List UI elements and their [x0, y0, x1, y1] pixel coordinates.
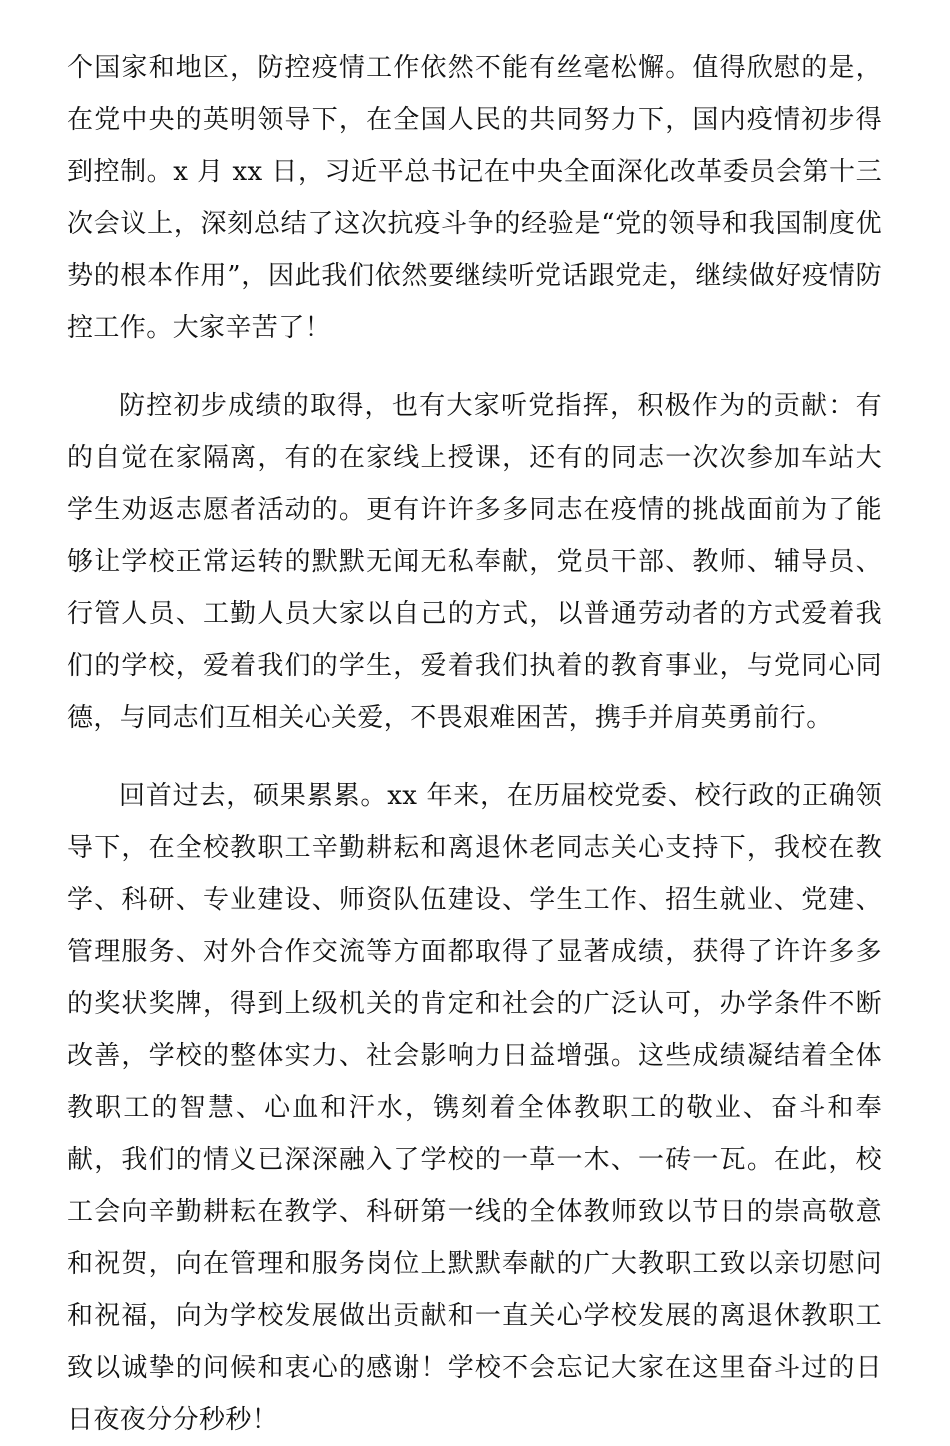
paragraph-looking-back: 回首过去，硕果累累。xx 年来，在历届校党委、校行政的正确领导下，在全校教职工辛勤耕耘和离退休老同志关心支持下，我校在教学、科研、专业建设、师资队伍建设、学生工作、招生就业、党建、管理服务、对外合作交流等方面都取得了显著成绩，获得了许许多多的奖状奖牌，得到上级机关的肯定和社会的广泛认可，办学条件不断改善，学校的整体实力、社会影响力日益增强。这些成绩凝结着全体教职工的智慧、心血和汗水，镌刻着全体教职工的敬业、奋斗和奉献，我们的情义已深深融入了学校的一草一木、一砖一瓦。在此，校工会向辛勤耕耘在教学、科研第一线的全体教师致以节日的崇高敬意和祝贺，向在管理和服务岗位上默默奉献的广大教职工致以亲切慰问和祝福，向为学校发展做出贡献和一直关心学校发展的离退休教职工致以诚挚的问候和衷心的感谢！学校不会忘记大家在这里奋斗过的日日夜夜分分秒秒！	[67, 781, 882, 1435]
paragraph-prevention-contributions: 防控初步成绩的取得，也有大家听党指挥，积极作为的贡献：有的自觉在家隔离，有的在家线上授课，还有的同志一次次参加车站大学生劝返志愿者活动的。更有许许多多同志在疫情的挑战面前为了能够让学校正常运转的默默无闻无私奉献，党员干部、教师、辅导员、行管人员、工勤人员大家以自己的方式，以普通劳动者的方式爱着我们的学校，爱着我们的学生，爱着我们执着的教育事业，与党同心同德，与同志们互相关心关爱，不畏艰难困苦，携手并肩英勇前行。	[67, 391, 882, 733]
document-body	[67, 42, 882, 1446]
paragraph-continuation: 个国家和地区，防控疫情工作依然不能有丝毫松懈。值得欣慰的是，在党中央的英明领导下，在全国人民的共同努力下，国内疫情初步得到控制。x 月 xx 日，习近平总书记在中央全面深化改革委员会第十三次会议上，深刻总结了这次抗疫斗争的经验是“党的领导和我国制度优势的根本作用”，因此我们依然要继续听党话跟党走，继续做好疫情防控工作。大家辛苦了！	[67, 53, 882, 343]
